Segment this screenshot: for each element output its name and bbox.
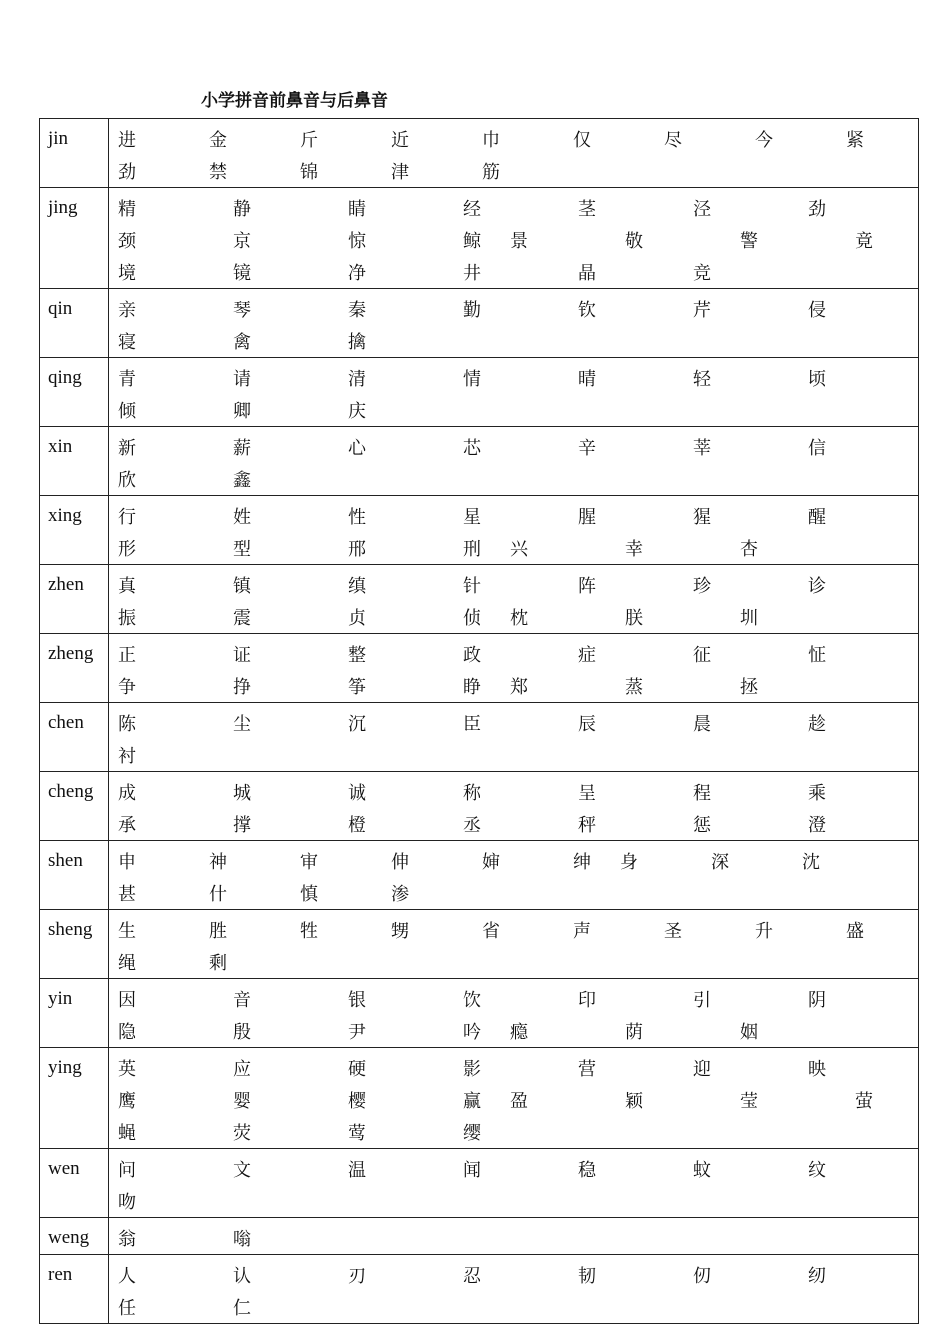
pinyin-label: zhen	[40, 565, 109, 634]
hanzi-character: 枕	[510, 608, 528, 629]
hanzi-character: 诊	[808, 576, 826, 597]
table-row	[40, 1255, 919, 1324]
hanzi-character: 尹	[348, 1022, 366, 1043]
character-cell	[109, 634, 919, 703]
character-line	[118, 670, 918, 702]
hanzi-character: 沈	[802, 852, 820, 873]
hanzi-character: 牲	[300, 921, 318, 942]
hanzi-character: 境	[118, 263, 136, 284]
hanzi-character: 整	[348, 645, 366, 666]
pinyin-label: qing	[40, 358, 109, 427]
character-line	[118, 394, 918, 426]
character-cell	[109, 427, 919, 496]
hanzi-character: 迎	[693, 1059, 711, 1080]
hanzi-character: 竞	[693, 263, 711, 284]
hanzi-character: 盛	[846, 921, 864, 942]
hanzi-character: 镇	[233, 576, 251, 597]
character-line	[118, 431, 918, 463]
pinyin-label: xin	[40, 427, 109, 496]
hanzi-character: 心	[348, 438, 366, 459]
character-line	[118, 463, 918, 495]
pinyin-label: zheng	[40, 634, 109, 703]
hanzi-character: 人	[118, 1266, 136, 1287]
pinyin-label: xing	[40, 496, 109, 565]
pinyin-table-body	[40, 119, 919, 1324]
hanzi-character: 胜	[209, 921, 227, 942]
hanzi-character: 生	[118, 921, 136, 942]
hanzi-character: 仞	[693, 1266, 711, 1287]
table-row	[40, 289, 919, 358]
hanzi-character: 音	[233, 990, 251, 1011]
table-row	[40, 910, 919, 979]
pinyin-label: sheng	[40, 910, 109, 979]
hanzi-character: 阵	[578, 576, 596, 597]
hanzi-character: 撑	[233, 815, 251, 836]
hanzi-character: 升	[755, 921, 773, 942]
hanzi-character: 辛	[578, 438, 596, 459]
hanzi-character: 辰	[578, 714, 596, 735]
hanzi-character: 甥	[391, 921, 409, 942]
character-line	[118, 776, 918, 808]
hanzi-character: 剩	[209, 953, 227, 974]
pinyin-label: ren	[40, 1255, 109, 1324]
hanzi-character: 进	[118, 130, 136, 151]
hanzi-character: 深	[711, 852, 729, 873]
character-line	[118, 845, 918, 877]
hanzi-character: 阴	[808, 990, 826, 1011]
hanzi-character: 澄	[808, 815, 826, 836]
hanzi-character: 拯	[740, 677, 758, 698]
hanzi-character: 针	[463, 576, 481, 597]
character-line	[118, 155, 918, 187]
hanzi-character: 新	[118, 438, 136, 459]
hanzi-character: 擒	[348, 332, 366, 353]
hanzi-character: 姻	[740, 1022, 758, 1043]
hanzi-character: 殷	[233, 1022, 251, 1043]
hanzi-character: 井	[463, 263, 481, 284]
hanzi-character: 珍	[693, 576, 711, 597]
hanzi-character: 紧	[846, 130, 864, 151]
hanzi-character: 城	[233, 783, 251, 804]
hanzi-character: 请	[233, 369, 251, 390]
hanzi-character: 金	[209, 130, 227, 151]
hanzi-character: 钦	[578, 300, 596, 321]
hanzi-character: 闻	[463, 1160, 481, 1181]
hanzi-character: 渗	[391, 884, 409, 905]
hanzi-character: 劲	[808, 199, 826, 220]
hanzi-character: 饮	[463, 990, 481, 1011]
character-line	[118, 1259, 918, 1291]
hanzi-character: 寝	[118, 332, 136, 353]
hanzi-character: 英	[118, 1059, 136, 1080]
hanzi-character: 婶	[482, 852, 500, 873]
hanzi-character: 橙	[348, 815, 366, 836]
hanzi-character: 兴	[510, 539, 528, 560]
hanzi-character: 敬	[625, 231, 643, 252]
hanzi-character: 净	[348, 263, 366, 284]
hanzi-character: 硬	[348, 1059, 366, 1080]
hanzi-character: 伸	[391, 852, 409, 873]
hanzi-character: 禽	[233, 332, 251, 353]
hanzi-character: 缨	[463, 1123, 481, 1144]
hanzi-character: 鹰	[118, 1091, 136, 1112]
hanzi-character: 沉	[348, 714, 366, 735]
pinyin-label: wen	[40, 1149, 109, 1218]
hanzi-character: 银	[348, 990, 366, 1011]
hanzi-character: 锦	[300, 162, 318, 183]
pinyin-label: shen	[40, 841, 109, 910]
hanzi-character: 审	[300, 852, 318, 873]
pinyin-label: jing	[40, 188, 109, 289]
table-row	[40, 1218, 919, 1255]
hanzi-character: 省	[482, 921, 500, 942]
hanzi-character: 镜	[233, 263, 251, 284]
character-line	[118, 123, 918, 155]
hanzi-character: 争	[118, 677, 136, 698]
character-cell	[109, 841, 919, 910]
hanzi-character: 莹	[740, 1091, 758, 1112]
hanzi-character: 筝	[348, 677, 366, 698]
table-row	[40, 772, 919, 841]
character-line	[118, 877, 918, 909]
hanzi-character: 应	[233, 1059, 251, 1080]
hanzi-character: 任	[118, 1298, 136, 1319]
character-line	[118, 707, 918, 739]
hanzi-character: 劲	[118, 162, 136, 183]
hanzi-character: 芯	[463, 438, 481, 459]
hanzi-character: 腥	[578, 507, 596, 528]
hanzi-character: 尽	[664, 130, 682, 151]
hanzi-character: 秤	[578, 815, 596, 836]
hanzi-character: 震	[233, 608, 251, 629]
hanzi-character: 声	[573, 921, 591, 942]
character-cell	[109, 188, 919, 289]
hanzi-character: 印	[578, 990, 596, 1011]
character-line	[118, 983, 918, 1015]
character-line	[118, 224, 918, 256]
character-line	[118, 1084, 918, 1116]
hanzi-character: 欣	[118, 470, 136, 491]
hanzi-character: 今	[755, 130, 773, 151]
hanzi-character: 承	[118, 815, 136, 836]
hanzi-character: 琴	[233, 300, 251, 321]
pinyin-label: cheng	[40, 772, 109, 841]
pinyin-label: weng	[40, 1218, 109, 1255]
hanzi-character: 莺	[348, 1123, 366, 1144]
character-line	[118, 325, 918, 357]
hanzi-character: 京	[233, 231, 251, 252]
character-cell	[109, 565, 919, 634]
character-line	[118, 362, 918, 394]
hanzi-character: 鑫	[233, 470, 251, 491]
table-row	[40, 188, 919, 289]
hanzi-character: 韧	[578, 1266, 596, 1287]
hanzi-character: 清	[348, 369, 366, 390]
character-line	[118, 1153, 918, 1185]
hanzi-character: 陈	[118, 714, 136, 735]
character-cell	[109, 772, 919, 841]
hanzi-character: 幸	[625, 539, 643, 560]
hanzi-character: 秦	[348, 300, 366, 321]
hanzi-character: 蝇	[118, 1123, 136, 1144]
hanzi-character: 稳	[578, 1160, 596, 1181]
hanzi-character: 神	[209, 852, 227, 873]
table-row	[40, 496, 919, 565]
hanzi-character: 真	[118, 576, 136, 597]
character-cell	[109, 289, 919, 358]
hanzi-character: 芹	[693, 300, 711, 321]
hanzi-character: 惩	[693, 815, 711, 836]
character-line	[118, 638, 918, 670]
hanzi-character: 身	[620, 852, 638, 873]
hanzi-character: 刃	[348, 1266, 366, 1287]
character-line	[118, 192, 918, 224]
hanzi-character: 勤	[463, 300, 481, 321]
hanzi-character: 刑	[463, 539, 481, 560]
hanzi-character: 挣	[233, 677, 251, 698]
hanzi-character: 郑	[510, 677, 528, 698]
hanzi-character: 禁	[209, 162, 227, 183]
hanzi-character: 倾	[118, 401, 136, 422]
hanzi-character: 萤	[855, 1091, 873, 1112]
hanzi-character: 趁	[808, 714, 826, 735]
hanzi-character: 盈	[510, 1091, 528, 1112]
character-line	[118, 256, 918, 288]
character-line	[118, 1291, 918, 1323]
character-cell	[109, 496, 919, 565]
hanzi-character: 精	[118, 199, 136, 220]
character-cell	[109, 979, 919, 1048]
character-cell	[109, 910, 919, 979]
character-line	[118, 1052, 918, 1084]
hanzi-character: 青	[118, 369, 136, 390]
hanzi-character: 惊	[348, 231, 366, 252]
hanzi-character: 贞	[348, 608, 366, 629]
hanzi-character: 晴	[578, 369, 596, 390]
hanzi-character: 政	[463, 645, 481, 666]
hanzi-character: 静	[233, 199, 251, 220]
hanzi-character: 津	[391, 162, 409, 183]
pinyin-label: yin	[40, 979, 109, 1048]
hanzi-character: 振	[118, 608, 136, 629]
hanzi-character: 薪	[233, 438, 251, 459]
hanzi-character: 圳	[740, 608, 758, 629]
hanzi-character: 尘	[233, 714, 251, 735]
character-line	[118, 1222, 918, 1254]
character-cell	[109, 1149, 919, 1218]
hanzi-character: 症	[578, 645, 596, 666]
hanzi-character: 称	[463, 783, 481, 804]
character-cell	[109, 703, 919, 772]
hanzi-character: 蚊	[693, 1160, 711, 1181]
pinyin-label: chen	[40, 703, 109, 772]
hanzi-character: 卿	[233, 401, 251, 422]
hanzi-character: 亲	[118, 300, 136, 321]
character-line	[118, 914, 918, 946]
hanzi-character: 赢	[463, 1091, 481, 1112]
hanzi-character: 吟	[463, 1022, 481, 1043]
hanzi-character: 证	[233, 645, 251, 666]
hanzi-character: 醒	[808, 507, 826, 528]
pinyin-label: ying	[40, 1048, 109, 1149]
hanzi-character: 泾	[693, 199, 711, 220]
hanzi-character: 仁	[233, 1298, 251, 1319]
hanzi-character: 隐	[118, 1022, 136, 1043]
hanzi-character: 警	[740, 231, 758, 252]
hanzi-character: 甚	[118, 884, 136, 905]
hanzi-character: 姓	[233, 507, 251, 528]
hanzi-character: 营	[578, 1059, 596, 1080]
hanzi-character: 纫	[808, 1266, 826, 1287]
character-line	[118, 808, 918, 840]
hanzi-character: 纹	[808, 1160, 826, 1181]
hanzi-character: 翁	[118, 1229, 136, 1250]
table-row	[40, 634, 919, 703]
hanzi-character: 嗡	[233, 1229, 251, 1250]
character-cell	[109, 1255, 919, 1324]
table-row	[40, 427, 919, 496]
hanzi-character: 荧	[233, 1123, 251, 1144]
hanzi-character: 认	[233, 1266, 251, 1287]
hanzi-character: 怔	[808, 645, 826, 666]
character-line	[118, 532, 918, 564]
hanzi-character: 晨	[693, 714, 711, 735]
table-row	[40, 979, 919, 1048]
character-cell	[109, 119, 919, 188]
hanzi-character: 征	[693, 645, 711, 666]
hanzi-character: 巾	[482, 130, 500, 151]
character-cell	[109, 1218, 919, 1255]
character-line	[118, 500, 918, 532]
pinyin-table	[39, 118, 919, 1324]
hanzi-character: 星	[463, 507, 481, 528]
hanzi-character: 因	[118, 990, 136, 1011]
hanzi-character: 庆	[348, 401, 366, 422]
hanzi-character: 斤	[300, 130, 318, 151]
hanzi-character: 邢	[348, 539, 366, 560]
hanzi-character: 颈	[118, 231, 136, 252]
hanzi-character: 绳	[118, 953, 136, 974]
table-row	[40, 565, 919, 634]
hanzi-character: 慎	[300, 884, 318, 905]
character-line	[118, 293, 918, 325]
hanzi-character: 樱	[348, 1091, 366, 1112]
hanzi-character: 正	[118, 645, 136, 666]
hanzi-character: 仅	[573, 130, 591, 151]
hanzi-character: 影	[463, 1059, 481, 1080]
hanzi-character: 缜	[348, 576, 366, 597]
hanzi-character: 诚	[348, 783, 366, 804]
table-row	[40, 1048, 919, 1149]
hanzi-character: 圣	[664, 921, 682, 942]
hanzi-character: 申	[118, 852, 136, 873]
hanzi-character: 侦	[463, 608, 481, 629]
hanzi-character: 经	[463, 199, 481, 220]
hanzi-character: 信	[808, 438, 826, 459]
hanzi-character: 文	[233, 1160, 251, 1181]
hanzi-character: 形	[118, 539, 136, 560]
hanzi-character: 吻	[118, 1192, 136, 1213]
table-row	[40, 358, 919, 427]
hanzi-character: 乘	[808, 783, 826, 804]
hanzi-character: 晶	[578, 263, 596, 284]
hanzi-character: 婴	[233, 1091, 251, 1112]
hanzi-character: 丞	[463, 815, 481, 836]
pinyin-label: qin	[40, 289, 109, 358]
hanzi-character: 鲸	[463, 231, 481, 252]
hanzi-character: 问	[118, 1160, 136, 1181]
hanzi-character: 近	[391, 130, 409, 151]
hanzi-character: 成	[118, 783, 136, 804]
hanzi-character: 茎	[578, 199, 596, 220]
hanzi-character: 竟	[855, 231, 873, 252]
hanzi-character: 颖	[625, 1091, 643, 1112]
hanzi-character: 侵	[808, 300, 826, 321]
table-row	[40, 841, 919, 910]
hanzi-character: 杏	[740, 539, 758, 560]
character-line	[118, 601, 918, 633]
hanzi-character: 蒸	[625, 677, 643, 698]
character-line	[118, 1185, 918, 1217]
hanzi-character: 筋	[482, 162, 500, 183]
hanzi-character: 忍	[463, 1266, 481, 1287]
hanzi-character: 朕	[625, 608, 643, 629]
hanzi-character: 呈	[578, 783, 596, 804]
hanzi-character: 温	[348, 1160, 366, 1181]
page-title: 小学拼音前鼻音与后鼻音	[201, 91, 388, 111]
character-line	[118, 739, 918, 771]
table-row	[40, 119, 919, 188]
character-cell	[109, 1048, 919, 1149]
hanzi-character: 性	[348, 507, 366, 528]
hanzi-character: 莘	[693, 438, 711, 459]
character-line	[118, 946, 918, 978]
hanzi-character: 行	[118, 507, 136, 528]
hanzi-character: 映	[808, 1059, 826, 1080]
table-row	[40, 703, 919, 772]
pinyin-label: jin	[40, 119, 109, 188]
hanzi-character: 程	[693, 783, 711, 804]
hanzi-character: 景	[510, 231, 528, 252]
hanzi-character: 情	[463, 369, 481, 390]
hanzi-character: 瘾	[510, 1022, 528, 1043]
character-line	[118, 1116, 918, 1148]
hanzi-character: 睁	[463, 677, 481, 698]
hanzi-character: 臣	[463, 714, 481, 735]
hanzi-character: 猩	[693, 507, 711, 528]
hanzi-character: 衬	[118, 746, 136, 767]
hanzi-character: 荫	[625, 1022, 643, 1043]
hanzi-character: 什	[209, 884, 227, 905]
hanzi-character: 型	[233, 539, 251, 560]
hanzi-character: 轻	[693, 369, 711, 390]
table-row	[40, 1149, 919, 1218]
character-cell	[109, 358, 919, 427]
hanzi-character: 绅	[573, 852, 591, 873]
hanzi-character: 顷	[808, 369, 826, 390]
hanzi-character: 睛	[348, 199, 366, 220]
character-line	[118, 569, 918, 601]
hanzi-character: 引	[693, 990, 711, 1011]
character-line	[118, 1015, 918, 1047]
